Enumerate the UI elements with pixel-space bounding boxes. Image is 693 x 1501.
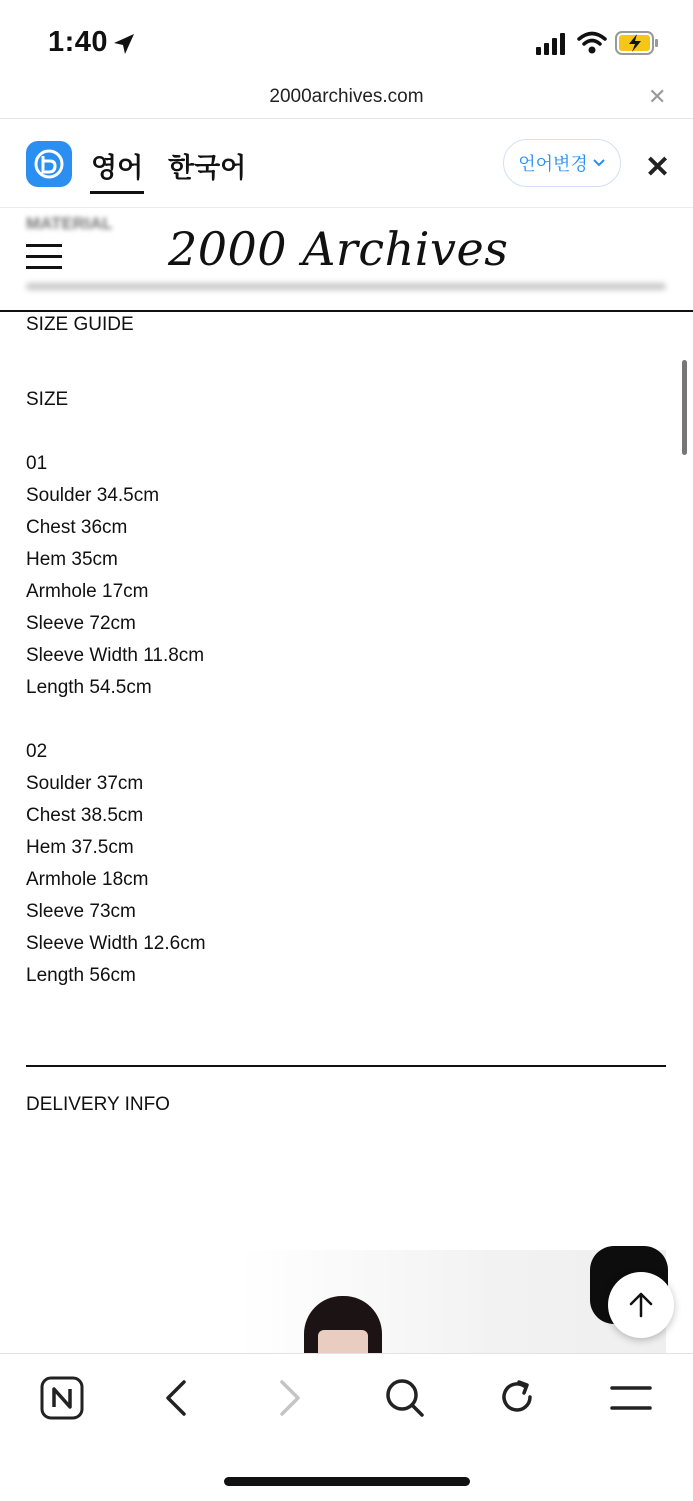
scroll-to-top-button[interactable] [608, 1272, 674, 1338]
tab-english[interactable]: 영어 [91, 153, 144, 184]
blurred-divider [26, 283, 666, 290]
back-icon[interactable] [160, 1378, 190, 1418]
chevron-down-icon [592, 158, 606, 168]
measurement-row: Hem 35cm [26, 549, 118, 570]
translate-close-icon[interactable]: ✕ [645, 151, 671, 184]
header-divider [0, 310, 693, 312]
active-tab-underline [90, 191, 144, 194]
tab-korean[interactable]: 한국어 [168, 153, 247, 184]
delivery-info-heading[interactable]: DELIVERY INFO [26, 1094, 170, 1115]
size-name: 01 [26, 453, 48, 474]
hamburger-menu-icon[interactable] [26, 244, 62, 272]
measurement-row: Length 54.5cm [26, 677, 152, 698]
home-indicator[interactable] [224, 1477, 470, 1486]
measurement-row: Sleeve Width 12.6cm [26, 933, 206, 954]
url-close-icon[interactable]: ✕ [648, 84, 667, 109]
size-guide-heading[interactable]: SIZE GUIDE [26, 314, 134, 335]
measurement-row: Armhole 17cm [26, 581, 149, 602]
section-divider [26, 1065, 666, 1067]
measurement-row: Hem 37.5cm [26, 837, 134, 858]
measurement-row: Sleeve 72cm [26, 613, 136, 634]
location-arrow-icon [112, 32, 136, 56]
papago-logo-icon [26, 141, 72, 187]
measurement-row: Sleeve 73cm [26, 901, 136, 922]
naver-home-icon[interactable] [40, 1376, 84, 1420]
arrow-up-icon [626, 1290, 656, 1320]
site-logo[interactable]: 2000 Archives [168, 222, 509, 276]
measurement-row: Length 56cm [26, 965, 136, 986]
menu-icon[interactable] [610, 1384, 652, 1412]
forward-icon[interactable] [276, 1378, 306, 1418]
measurement-row: Soulder 37cm [26, 773, 144, 794]
change-language-label: 언어변경 [518, 154, 588, 175]
battery-charging-icon [615, 31, 659, 55]
size-name: 02 [26, 741, 48, 762]
url-text[interactable]: 2000archives.com [269, 86, 424, 107]
reload-icon[interactable] [497, 1377, 537, 1417]
change-language-button[interactable] [503, 139, 621, 187]
measurement-row: Armhole 18cm [26, 869, 149, 890]
signal-icon [536, 33, 568, 55]
scrollbar-thumb[interactable] [682, 360, 687, 455]
measurement-row: Sleeve Width 11.8cm [26, 645, 205, 666]
status-time: 1:40 [48, 26, 109, 58]
search-icon[interactable] [384, 1377, 426, 1419]
measurement-row: Chest 38.5cm [26, 805, 144, 826]
measurement-row: Chest 36cm [26, 517, 128, 538]
blurred-material-label: MATERIAL [26, 214, 113, 233]
size-label: SIZE [26, 389, 69, 410]
measurement-row: Soulder 34.5cm [26, 485, 160, 506]
wifi-icon [577, 31, 607, 55]
